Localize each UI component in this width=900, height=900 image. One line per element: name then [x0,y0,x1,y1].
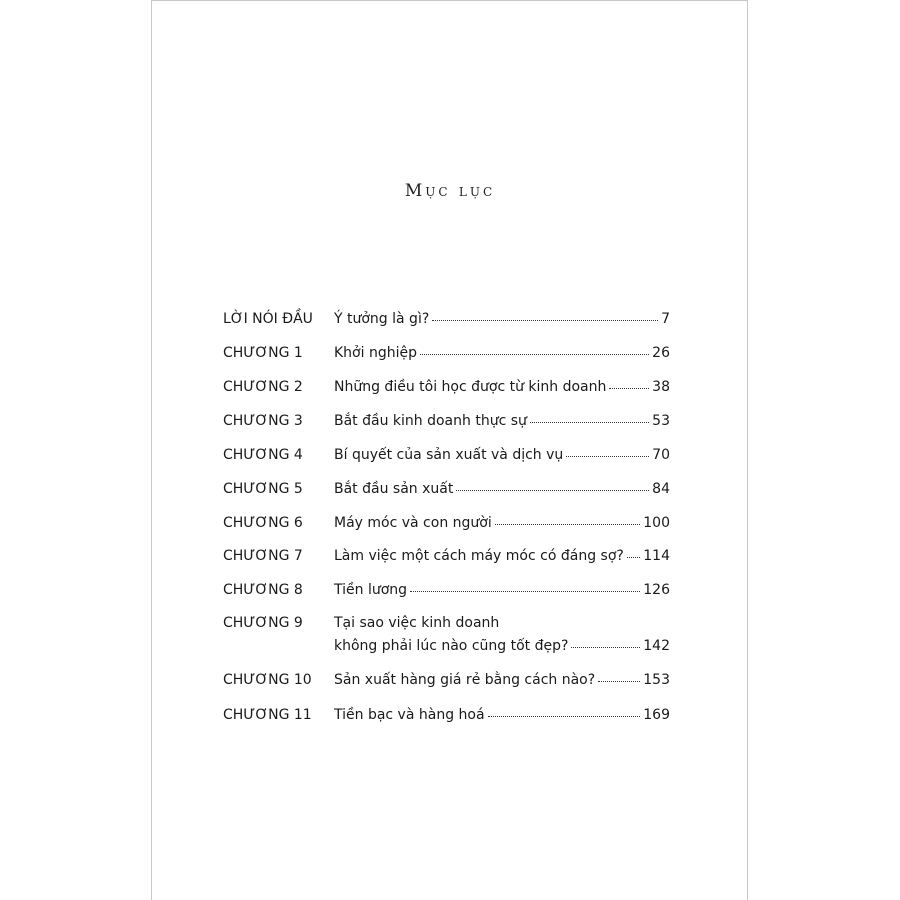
leader-dots [420,342,649,355]
leader-dots [571,635,640,648]
leader-dots [566,444,649,457]
leader-dots [432,308,658,321]
toc-page-number: 153 [643,672,670,688]
toc-label: CHƯƠNG 8 [223,582,303,598]
toc-entry-title-line1: Tại sao việc kinh doanh [334,615,500,631]
toc-row [223,479,670,503]
toc-entry-title: Làm việc một cách máy móc có đáng sợ? [334,548,624,564]
toc-label: CHƯƠNG 4 [223,447,303,463]
toc-page-number: 38 [652,379,670,395]
toc-entry-title: Ý tưởng là gì? [334,311,430,327]
toc-entry-title: Khởi nghiệp [334,345,417,361]
toc-label: CHƯƠNG 10 [223,672,312,688]
toc-entry-title: Những điều tôi học được từ kinh doanh [334,379,607,395]
toc-label: CHƯƠNG 2 [223,379,303,395]
toc-label: LỜI NÓI ĐẦU [223,311,313,327]
toc-label: CHƯƠNG 3 [223,413,303,429]
toc-label: CHƯƠNG 11 [223,707,312,723]
toc-page-number: 126 [643,582,670,598]
toc-entry-title: không phải lúc nào cũng tốt đẹp? [334,638,569,654]
leader-dots [495,512,641,525]
leader-dots [627,545,640,558]
toc-entry-title: Bắt đầu sản xuất [334,481,454,497]
toc-row [223,377,670,401]
toc-page-number: 142 [643,638,670,654]
toc-label: CHƯƠNG 9 [223,615,303,631]
toc-entry-title: Tiền bạc và hàng hoá [334,707,485,723]
leader-dots [598,669,640,682]
toc-page-number: 114 [643,548,670,564]
leader-dots [530,410,649,423]
toc-title: Mục lục [404,181,496,201]
toc-page-number: 100 [643,515,670,531]
toc-page-number: 169 [643,707,670,723]
leader-dots [609,376,649,389]
toc-row [223,445,670,469]
toc-page-number: 53 [652,413,670,429]
toc-row [223,309,670,333]
toc-entry-title: Sản xuất hàng giá rẻ bằng cách nào? [334,672,596,688]
toc-label: CHƯƠNG 1 [223,345,303,361]
toc-row [223,343,670,367]
toc-row [223,513,670,537]
leader-dots [456,478,649,491]
toc-row [223,670,670,694]
toc-entry-title: Bí quyết của sản xuất và dịch vụ [334,447,564,463]
toc-label: CHƯƠNG 6 [223,515,303,531]
toc-row [223,613,670,659]
toc-entry-title: Tiền lương [334,582,408,598]
toc-row [223,580,670,604]
toc-label: CHƯƠNG 7 [223,548,303,564]
toc-page-number: 7 [661,311,670,327]
toc-entry-title: Bắt đầu kinh doanh thực sự [334,413,527,429]
toc-page-number: 84 [652,481,670,497]
leader-dots [410,579,640,592]
toc-row [223,705,670,729]
toc-row [223,546,670,570]
toc-page-number: 26 [652,345,670,361]
toc-label: CHƯƠNG 5 [223,481,303,497]
toc-row [223,411,670,435]
toc-entry-title: Máy móc và con người [334,515,492,531]
leader-dots [488,704,641,717]
toc-page-number: 70 [652,447,670,463]
